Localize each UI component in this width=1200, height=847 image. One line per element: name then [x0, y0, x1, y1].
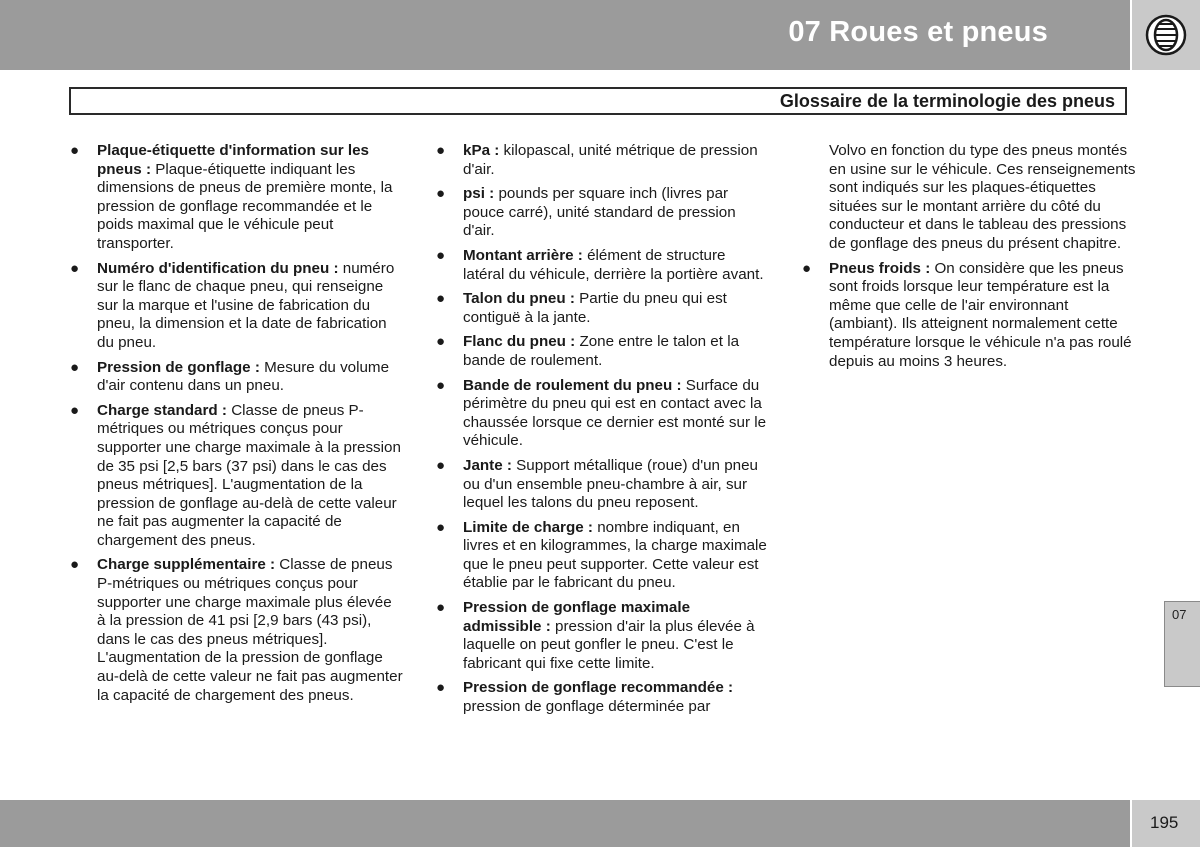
glossary-term: Bande de roulement du pneu :	[463, 376, 682, 394]
glossary-term: psi :	[463, 185, 495, 203]
bullet-icon: ●	[436, 518, 446, 536]
glossary-item	[68, 402, 404, 551]
header-bar	[0, 0, 1130, 70]
glossary-term: Limite de charge :	[463, 518, 593, 536]
glossary-definition: Classe de pneus P-métriques ou métriques conçus pour supporter une charge maximale à la pression de 35 psi [2,5 bars (37 psi) dans le cas des pneus métriques]. L'augmentation de la pression de gonflage au-delà de cette valeur ne fait pas augmenter la capacité de chargement des pneus.	[97, 401, 401, 549]
glossary-definition: élément de structure latéral du véhicule, derrière la portière avant.	[463, 246, 764, 283]
glossary-term: Numéro d'identification du pneu :	[97, 259, 339, 277]
glossary-definition: pression de gonflage déterminée par	[463, 698, 711, 716]
glossary-item	[68, 556, 404, 705]
glossary-term: Pression de gonflage maximale admissible :	[463, 599, 691, 635]
glossary-definition: Partie du pneu qui est contiguë à la jante.	[463, 290, 727, 326]
glossary-item	[800, 260, 1136, 372]
glossary-term: Charge standard :	[97, 401, 227, 419]
page-number: 195	[1150, 813, 1179, 832]
glossary-definition: Zone entre le talon et la bande de roulement.	[463, 333, 740, 369]
bullet-icon: ●	[436, 679, 446, 697]
glossary-item	[434, 457, 770, 513]
glossary-item	[434, 599, 770, 673]
bullet-icon: ●	[70, 142, 80, 159]
glossary-list	[434, 142, 770, 717]
bullet-icon: ●	[70, 401, 80, 419]
column-2	[434, 142, 770, 723]
glossary-item	[68, 260, 404, 353]
column-3	[800, 142, 1136, 377]
glossary-item	[434, 185, 770, 241]
glossary-definition: kilopascal, unité métrique de pression d'air.	[463, 142, 758, 178]
bullet-icon: ●	[436, 290, 446, 308]
chapter-side-tab	[1164, 601, 1200, 687]
glossary-definition: Mesure du volume d'air contenu dans un pneu.	[97, 358, 390, 395]
column-1	[68, 142, 404, 711]
glossary-list	[68, 142, 404, 705]
glossary-item	[434, 142, 770, 179]
chapter-title: 07 Roues et pneus	[788, 16, 1048, 48]
chapter-icon-box	[1132, 0, 1200, 70]
section-title-box	[69, 87, 1127, 115]
bullet-icon: ●	[802, 259, 812, 277]
glossary-term: Pneus froids :	[829, 259, 931, 277]
glossary-definition: Plaque-étiquette indiquant les dimensions de pneus de première monte, la pression de gonflage recommandée et le poids maximal que le véhicule peut transporter.	[97, 160, 393, 252]
glossary-term: Montant arrière :	[463, 246, 583, 264]
bullet-icon: ●	[436, 142, 446, 159]
glossary-term: Jante :	[463, 456, 512, 474]
glossary-item	[68, 142, 404, 254]
glossary-item	[434, 290, 770, 327]
glossary-term: kPa :	[463, 142, 500, 159]
glossary-definition: Surface du périmètre du pneu qui est en contact avec la chaussée lorsque ce dernier est monté sur le véhicule.	[463, 376, 767, 450]
glossary-continuation: Volvo en fonction du type des pneus montés en usine sur le véhicule. Ces renseignements sont indiqués sur les plaques-étiquettes situées sur le montant arrière du côté du conducteur et dans le tableau des pressions de gonflage des pneus du présent chapitre.	[829, 142, 1136, 252]
glossary-term: Charge supplémentaire :	[97, 556, 276, 574]
footer-bar	[0, 800, 1130, 847]
glossary-definition: numéro sur le flanc de chaque pneu, qui renseigne sur la marque et l'usine de fabrication du pneu, la dimension et la date de fabrication du pneu.	[97, 259, 395, 351]
glossary-term: Flanc du pneu :	[463, 333, 576, 351]
glossary-definition: pounds per square inch (livres par pouce carré), unité standard de pression d'air.	[463, 185, 736, 240]
bullet-icon: ●	[70, 556, 80, 574]
glossary-definition: Support métallique (roue) d'un pneu ou d'un ensemble pneu-chambre à air, sur lequel les talons du pneu reposent.	[463, 456, 759, 512]
glossary-term: Pression de gonflage recommandée :	[463, 679, 734, 697]
glossary-definition: On considère que les pneus sont froids lorsque leur température est la même que celle de l'air environnant (ambiant). Ils atteignent normalement cette température lorsque le véhicule n'a pas roulé depuis au moins 3 heures.	[829, 259, 1132, 370]
bullet-icon: ●	[436, 185, 446, 203]
glossary-item	[434, 519, 770, 593]
glossary-definition: pression d'air la plus élevée à laquelle on peut gonfler le pneu. C'est le fabricant qui fixe cette limite.	[463, 617, 755, 672]
bullet-icon: ●	[436, 376, 446, 394]
bullet-icon: ●	[436, 246, 446, 264]
glossary-definition: Classe de pneus P-métriques ou métriques conçus pour supporter une charge maximale plus élevée à la pression de 41 psi [2,9 bars (43 psi), dans le cas des pneus métriques]. L'augmentation de la pression de gonflage au-delà de cette valeur ne fait pas augmenter la capacité de chargement des pneus.	[97, 556, 403, 704]
glossary-item	[434, 679, 770, 716]
glossary-item	[434, 333, 770, 370]
section-title: Glossaire de la terminologie des pneus	[779, 91, 1115, 111]
glossary-list	[800, 142, 1136, 371]
glossary-term: Talon du pneu :	[463, 290, 575, 308]
bullet-icon: ●	[436, 456, 446, 474]
glossary-definition: nombre indiquant, en livres et en kilogrammes, la charge maximale que le pneu peut supporter. Cette valeur est établie par le fabricant du pneu.	[463, 518, 767, 592]
bullet-icon: ●	[436, 599, 446, 617]
bullet-icon: ●	[436, 333, 446, 351]
glossary-term: Plaque-étiquette d'information sur les pneus :	[97, 142, 369, 178]
page-number-box	[1132, 800, 1200, 847]
glossary-item	[68, 359, 404, 396]
tire-icon	[1145, 14, 1187, 56]
glossary-term: Pression de gonflage :	[97, 358, 260, 376]
bullet-icon: ●	[70, 259, 80, 277]
bullet-icon: ●	[70, 358, 80, 376]
glossary-item	[434, 377, 770, 451]
side-tab-label: 07	[1172, 607, 1187, 622]
glossary-item	[434, 247, 770, 284]
